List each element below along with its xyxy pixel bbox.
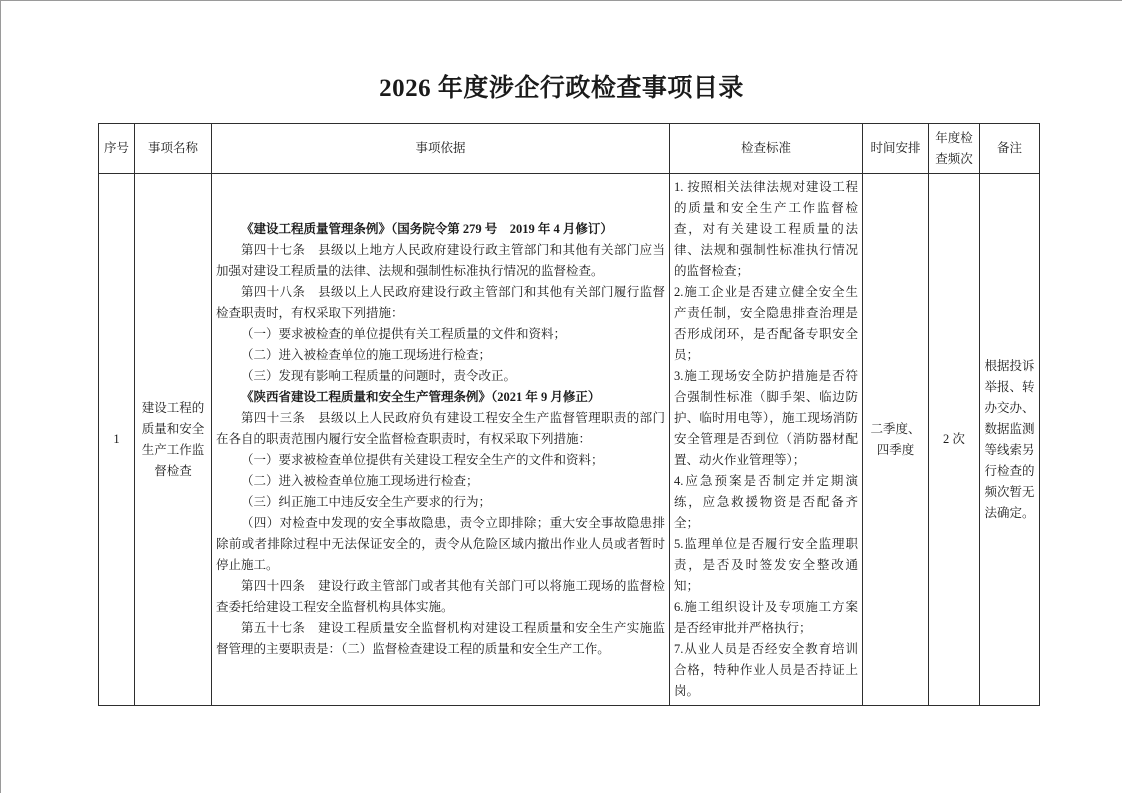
- cell-basis: [212, 174, 670, 706]
- basis-paragraph: （四）对检查中发现的安全事故隐患，责令立即排除；重大安全事故隐患排除前或者排除过程中无法保证安全的，责令从危险区域内撤出作业人员或者暂时停止施工。: [216, 516, 665, 572]
- basis-paragraph: 《陕西省建设工程质量和安全生产管理条例》（2021 年 9 月修正）: [241, 390, 601, 404]
- standard-item: 7.从业人员是否经安全教育培训合格，特种作业人员是否持证上岗。: [674, 642, 858, 698]
- inspection-items-table: [98, 123, 1040, 706]
- col-header-basis: 事项依据: [212, 124, 670, 174]
- standard-item: 3.施工现场安全防护措施是否符合强制性标准（脚手架、临边防护、临时用电等），施工现场消防安全管理是否到位（消防器材配置、动火作业管理等）；: [674, 369, 858, 467]
- standard-item: 5.监理单位是否履行安全监理职责，是否及时签发安全整改通知；: [674, 537, 858, 593]
- basis-cell-content: [216, 219, 665, 660]
- col-header-frequency: 年度检查频次: [929, 124, 980, 174]
- basis-paragraph: （一）要求被检查单位提供有关建设工程安全生产的文件和资料；: [241, 453, 604, 467]
- col-header-standards: 检查标准: [670, 124, 863, 174]
- cell-item-name: 建设工程的质量和安全生产工作监督检查: [135, 174, 212, 706]
- basis-paragraph: （一）要求被检查的单位提供有关工程质量的文件和资料；: [241, 327, 567, 341]
- cell-remark: 根据投诉举报、转办交办、数据监测等线索另行检查的频次暂无法确定。: [980, 174, 1040, 706]
- standard-item: 1. 按照相关法律法规对建设工程的质量和安全生产工作监督检查，对有关建设工程质量的法律、法规和强制性标准执行情况的监督检查；: [674, 180, 858, 278]
- col-header-schedule: 时间安排: [863, 124, 929, 174]
- col-header-item-name: 事项名称: [135, 124, 212, 174]
- cell-seq: 1: [99, 174, 135, 706]
- basis-paragraph: 第四十四条 建设行政主管部门或者其他有关部门可以将施工现场的监督检查委托给建设工程安全监督机构具体实施。: [216, 579, 665, 614]
- basis-paragraph: （三）纠正施工中违反安全生产要求的行为；: [241, 495, 492, 509]
- basis-paragraph: （三）发现有影响工程质量的问题时，责令改正。: [241, 369, 517, 383]
- standards-cell-content: [674, 177, 858, 702]
- basis-paragraph: 第四十七条 县级以上地方人民政府建设行政主管部门和其他有关部门应当加强对建设工程质量的法律、法规和强制性标准执行情况的监督检查。: [216, 243, 665, 278]
- page-title: 2026 年度涉企行政检查事项目录: [379, 75, 744, 102]
- cell-standards: [670, 174, 863, 706]
- table-row: [99, 174, 1040, 706]
- standard-item: 6.施工组织设计及专项施工方案是否经审批并严格执行；: [674, 600, 858, 635]
- standard-item: 2.施工企业是否建立健全安全生产责任制，安全隐患排查治理是否形成闭环，是否配备专职安全员；: [674, 285, 858, 362]
- basis-paragraph: 第五十七条 建设工程质量安全监督机构对建设工程质量和安全生产实施监督管理的主要职责是：（二）监督检查建设工程的质量和安全生产工作。: [216, 621, 665, 656]
- basis-paragraph: （二）进入被检查单位施工现场进行检查；: [241, 474, 479, 488]
- basis-paragraph: 第四十八条 县级以上人民政府建设行政主管部门和其他有关部门履行监督检查职责时，有权采取下列措施：: [216, 285, 665, 320]
- basis-paragraph: 《建设工程质量管理条例》（国务院令第 279 号 2019 年 4 月修订）: [241, 222, 613, 236]
- standard-item: 4.应急预案是否制定并定期演练，应急救援物资是否配备齐全；: [674, 474, 858, 530]
- cell-frequency: 2 次: [929, 174, 980, 706]
- col-header-seq: 序号: [99, 124, 135, 174]
- basis-paragraph: 第四十三条 县级以上人民政府负有建设工程安全生产监督管理职责的部门在各自的职责范围内履行安全监督检查职责时，有权采取下列措施：: [216, 411, 665, 446]
- basis-paragraph: （二）进入被检查单位的施工现场进行检查；: [241, 348, 492, 362]
- cell-schedule: 二季度、四季度: [863, 174, 929, 706]
- table-header-row: [99, 124, 1040, 174]
- col-header-remark: 备注: [980, 124, 1040, 174]
